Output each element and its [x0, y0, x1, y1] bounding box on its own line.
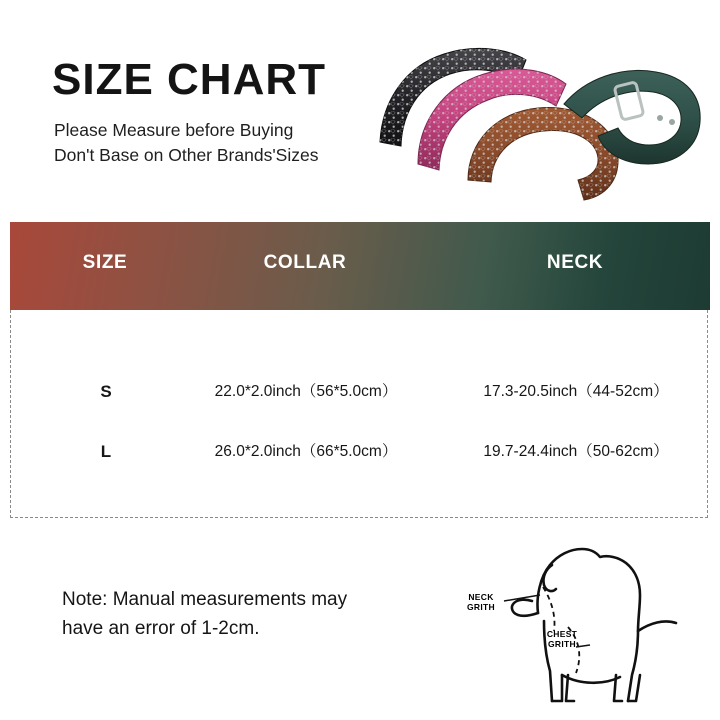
table-row — [11, 372, 709, 412]
cell-collar: 26.0*2.0inch（66*5.0cm） — [214, 443, 398, 460]
column-header-neck: NECK — [546, 252, 604, 273]
note-line-2: have an error of 1-2cm. — [62, 617, 260, 639]
brown-collar — [468, 108, 618, 200]
note-line-1: Note: Manual measurements may — [62, 589, 348, 610]
table-header — [10, 222, 710, 310]
cell-neck: 17.3-20.5inch（44-52cm） — [483, 383, 669, 400]
header-subtitle — [54, 118, 318, 169]
page-title: SIZE CHART — [52, 55, 326, 104]
subtitle-line-1: Please Measure before Buying — [54, 120, 294, 140]
product-photo-collars — [360, 30, 710, 205]
dog-measurement-diagram — [440, 535, 710, 715]
chest-girth-label — [536, 630, 588, 649]
cell-size: S — [100, 382, 112, 401]
table-row — [11, 432, 709, 472]
header — [0, 0, 720, 220]
note-text — [62, 586, 442, 643]
cell-size: L — [100, 442, 112, 461]
neck-girth-label-line-1: NECK — [468, 592, 494, 602]
subtitle-line-2: Don't Base on Other Brands'Sizes — [54, 145, 319, 166]
cell-collar: 22.0*2.0inch（56*5.0cm） — [214, 383, 398, 400]
neck-girth-label — [458, 593, 504, 612]
neck-girth-label-line-2: GRITH — [467, 601, 495, 612]
chest-girth-label-line-1: CHEST — [546, 629, 578, 639]
column-header-size: SIZE — [82, 252, 128, 273]
column-header-collar: COLLAR — [263, 252, 347, 273]
table-body — [10, 310, 708, 518]
chest-girth-label-line-2: GRITH — [548, 638, 576, 649]
cell-neck: 19.7-24.4inch（50-62cm） — [483, 443, 669, 460]
